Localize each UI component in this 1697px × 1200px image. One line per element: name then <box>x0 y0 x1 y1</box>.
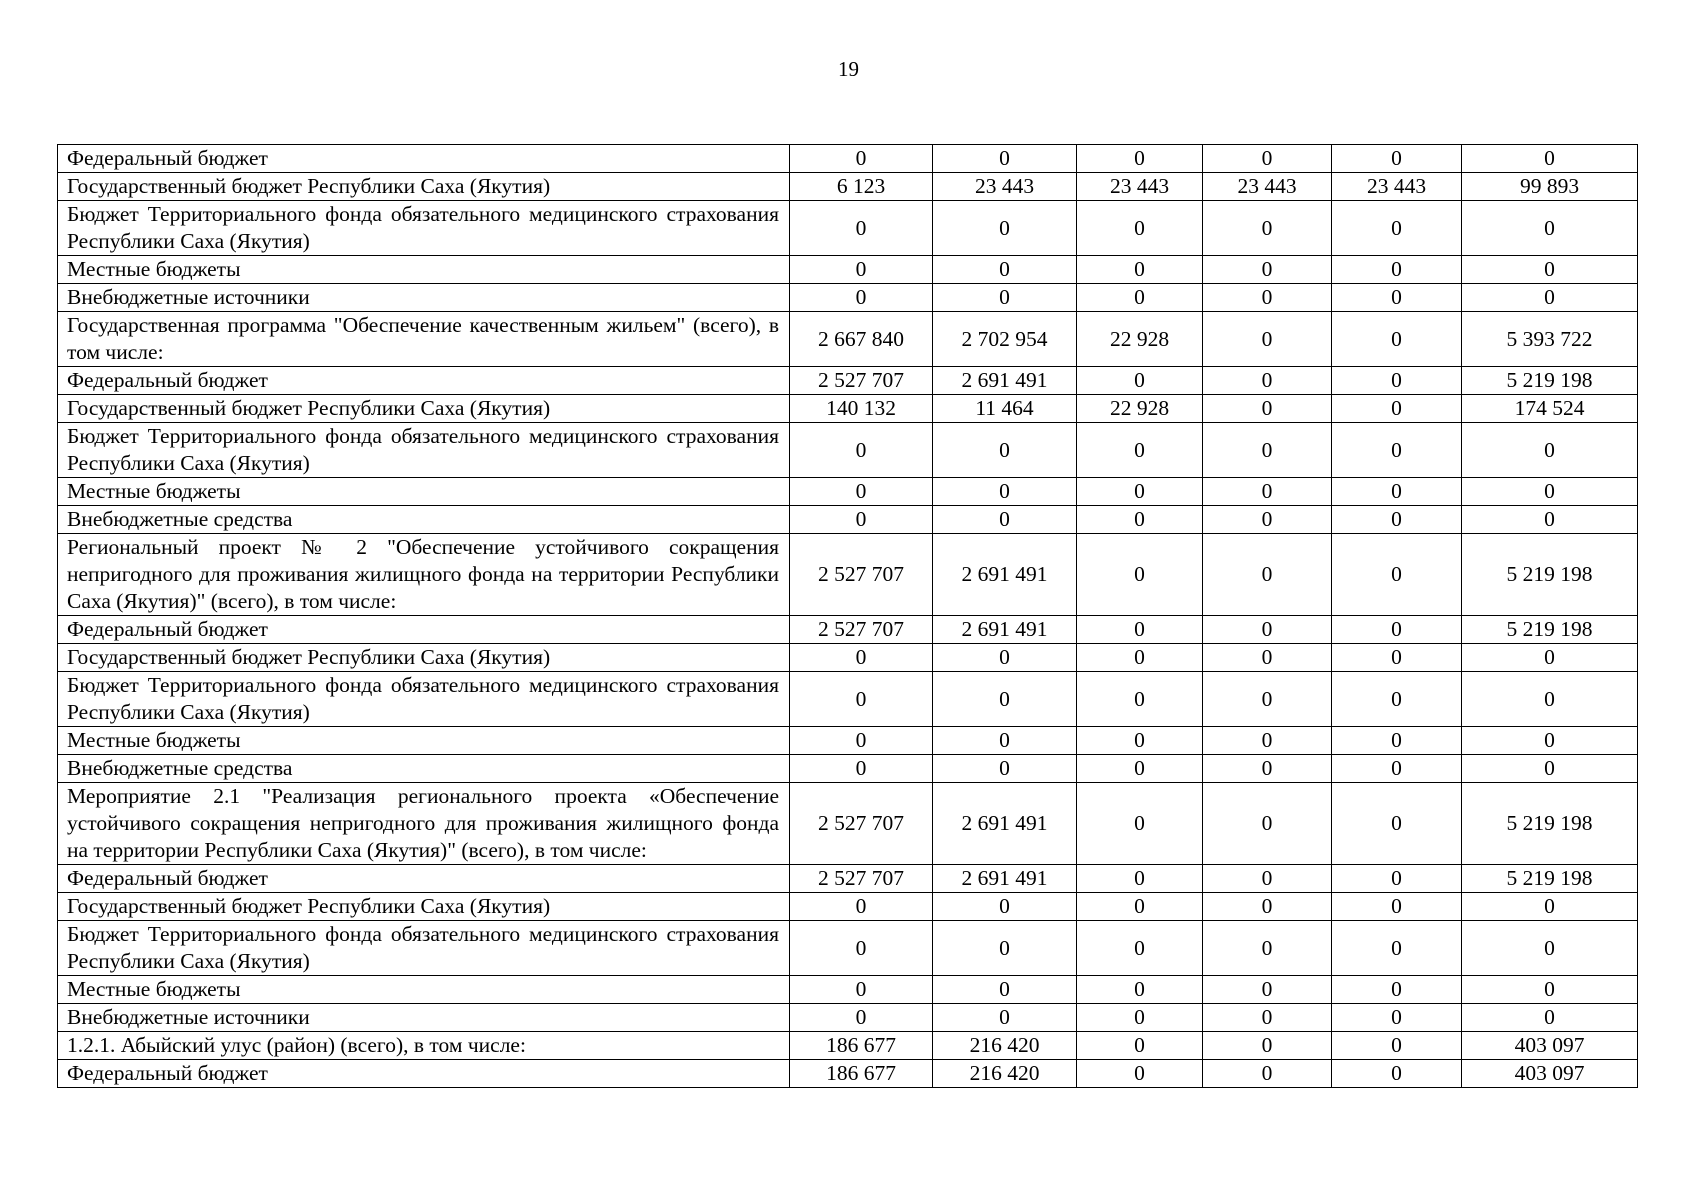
value-cell: 0 <box>1332 395 1462 423</box>
value-cell: 0 <box>933 921 1077 976</box>
value-cell: 0 <box>1203 1004 1332 1032</box>
value-cell: 0 <box>790 976 933 1004</box>
table-row <box>58 727 1638 755</box>
value-cell: 0 <box>1203 1032 1332 1060</box>
value-cell: 0 <box>1203 506 1332 534</box>
value-cell: 0 <box>1203 783 1332 865</box>
page-number: 19 <box>838 57 859 81</box>
table-row <box>58 976 1638 1004</box>
value-cell: 0 <box>1203 1060 1332 1088</box>
value-cell: 5 219 198 <box>1462 865 1638 893</box>
table-row <box>58 256 1638 284</box>
value-cell: 23 443 <box>1203 173 1332 201</box>
value-cell: 174 524 <box>1462 395 1638 423</box>
value-cell: 0 <box>1077 201 1203 256</box>
row-label: Государственный бюджет Республики Саха (Якутия) <box>58 173 790 201</box>
table-row <box>58 478 1638 506</box>
value-cell: 0 <box>933 201 1077 256</box>
value-cell: 0 <box>1462 478 1638 506</box>
row-label: Федеральный бюджет <box>58 1060 790 1088</box>
value-cell: 5 219 198 <box>1462 367 1638 395</box>
value-cell: 2 691 491 <box>933 616 1077 644</box>
table-row <box>58 201 1638 256</box>
row-label: Государственный бюджет Республики Саха (Якутия) <box>58 395 790 423</box>
value-cell: 0 <box>933 506 1077 534</box>
value-cell: 2 691 491 <box>933 367 1077 395</box>
value-cell: 0 <box>1203 395 1332 423</box>
table-row <box>58 921 1638 976</box>
value-cell: 0 <box>1462 727 1638 755</box>
value-cell: 0 <box>1203 423 1332 478</box>
row-label: Федеральный бюджет <box>58 367 790 395</box>
value-cell: 140 132 <box>790 395 933 423</box>
row-label: Внебюджетные средства <box>58 755 790 783</box>
row-label: Бюджет Территориального фонда обязательного медицинского страхования Республики Саха (Якутия) <box>58 921 790 976</box>
table-row <box>58 644 1638 672</box>
value-cell: 0 <box>933 672 1077 727</box>
value-cell: 0 <box>1077 284 1203 312</box>
value-cell: 0 <box>1077 644 1203 672</box>
value-cell: 0 <box>1462 145 1638 173</box>
value-cell: 0 <box>1203 921 1332 976</box>
row-label: Местные бюджеты <box>58 478 790 506</box>
value-cell: 0 <box>1332 755 1462 783</box>
table-row <box>58 616 1638 644</box>
value-cell: 0 <box>1077 783 1203 865</box>
row-label: Государственный бюджет Республики Саха (Якутия) <box>58 893 790 921</box>
table-row <box>58 755 1638 783</box>
value-cell: 0 <box>790 506 933 534</box>
value-cell: 0 <box>1203 284 1332 312</box>
value-cell: 2 527 707 <box>790 616 933 644</box>
value-cell: 0 <box>1332 478 1462 506</box>
row-label: Местные бюджеты <box>58 256 790 284</box>
value-cell: 5 393 722 <box>1462 312 1638 367</box>
value-cell: 0 <box>1203 534 1332 616</box>
value-cell: 0 <box>1077 1032 1203 1060</box>
value-cell: 6 123 <box>790 173 933 201</box>
row-label: Федеральный бюджет <box>58 865 790 893</box>
value-cell: 0 <box>1332 201 1462 256</box>
row-label: Местные бюджеты <box>58 976 790 1004</box>
value-cell: 0 <box>1203 893 1332 921</box>
value-cell: 0 <box>933 755 1077 783</box>
value-cell: 0 <box>1332 367 1462 395</box>
row-label: Местные бюджеты <box>58 727 790 755</box>
value-cell: 2 527 707 <box>790 865 933 893</box>
row-label: 1.2.1. Абыйский улус (район) (всего), в том числе: <box>58 1032 790 1060</box>
value-cell: 0 <box>1203 201 1332 256</box>
table-row <box>58 1060 1638 1088</box>
value-cell: 0 <box>1077 893 1203 921</box>
value-cell: 2 702 954 <box>933 312 1077 367</box>
value-cell: 0 <box>1203 976 1332 1004</box>
row-label: Бюджет Территориального фонда обязательного медицинского страхования Республики Саха (Якутия) <box>58 672 790 727</box>
value-cell: 0 <box>1203 755 1332 783</box>
value-cell: 11 464 <box>933 395 1077 423</box>
value-cell: 0 <box>1203 312 1332 367</box>
value-cell: 0 <box>790 727 933 755</box>
table-row <box>58 506 1638 534</box>
value-cell: 0 <box>1462 976 1638 1004</box>
table-row <box>58 423 1638 478</box>
row-label: Федеральный бюджет <box>58 145 790 173</box>
value-cell: 0 <box>1077 423 1203 478</box>
value-cell: 0 <box>933 145 1077 173</box>
value-cell: 0 <box>1462 921 1638 976</box>
value-cell: 0 <box>1077 727 1203 755</box>
value-cell: 0 <box>790 893 933 921</box>
value-cell: 0 <box>1077 534 1203 616</box>
value-cell: 2 527 707 <box>790 783 933 865</box>
value-cell: 0 <box>1203 644 1332 672</box>
value-cell: 0 <box>790 423 933 478</box>
value-cell: 0 <box>1077 921 1203 976</box>
value-cell: 0 <box>1077 256 1203 284</box>
table-row <box>58 284 1638 312</box>
table-row <box>58 312 1638 367</box>
value-cell: 0 <box>1332 865 1462 893</box>
table-row <box>58 1004 1638 1032</box>
value-cell: 0 <box>933 423 1077 478</box>
value-cell: 0 <box>790 478 933 506</box>
value-cell: 0 <box>1332 506 1462 534</box>
value-cell: 186 677 <box>790 1032 933 1060</box>
table-row <box>58 783 1638 865</box>
value-cell: 2 667 840 <box>790 312 933 367</box>
value-cell: 403 097 <box>1462 1060 1638 1088</box>
row-label: Внебюджетные источники <box>58 1004 790 1032</box>
value-cell: 0 <box>1332 893 1462 921</box>
value-cell: 0 <box>1203 672 1332 727</box>
value-cell: 2 527 707 <box>790 367 933 395</box>
value-cell: 23 443 <box>933 173 1077 201</box>
value-cell: 0 <box>1203 145 1332 173</box>
value-cell: 99 893 <box>1462 173 1638 201</box>
budget-table <box>57 144 1638 1088</box>
value-cell: 0 <box>1332 783 1462 865</box>
value-cell: 5 219 198 <box>1462 534 1638 616</box>
table-row <box>58 395 1638 423</box>
table-row <box>58 145 1638 173</box>
value-cell: 0 <box>790 201 933 256</box>
value-cell: 0 <box>1332 534 1462 616</box>
value-cell: 0 <box>1077 672 1203 727</box>
value-cell: 0 <box>1462 506 1638 534</box>
value-cell: 0 <box>1462 256 1638 284</box>
table-row <box>58 367 1638 395</box>
value-cell: 0 <box>1332 727 1462 755</box>
value-cell: 0 <box>1462 644 1638 672</box>
value-cell: 0 <box>790 644 933 672</box>
value-cell: 2 691 491 <box>933 783 1077 865</box>
value-cell: 0 <box>1462 672 1638 727</box>
value-cell: 0 <box>1203 727 1332 755</box>
value-cell: 0 <box>1077 478 1203 506</box>
value-cell: 0 <box>1462 284 1638 312</box>
row-label: Мероприятие 2.1 "Реализация регионального проекта «Обеспечение устойчивого сокращения непригодного для проживания жилищного фонда на территории Республики Саха (Якутия)" (всего), в том числе: <box>58 783 790 865</box>
value-cell: 0 <box>1077 616 1203 644</box>
value-cell: 0 <box>1332 976 1462 1004</box>
value-cell: 0 <box>790 921 933 976</box>
value-cell: 2 691 491 <box>933 865 1077 893</box>
value-cell: 0 <box>933 478 1077 506</box>
row-label: Бюджет Территориального фонда обязательного медицинского страхования Республики Саха (Якутия) <box>58 201 790 256</box>
value-cell: 0 <box>1332 644 1462 672</box>
value-cell: 0 <box>1077 506 1203 534</box>
value-cell: 0 <box>1332 921 1462 976</box>
row-label: Внебюджетные средства <box>58 506 790 534</box>
table-row <box>58 865 1638 893</box>
value-cell: 0 <box>933 976 1077 1004</box>
value-cell: 23 443 <box>1077 173 1203 201</box>
row-label: Бюджет Территориального фонда обязательного медицинского страхования Республики Саха (Якутия) <box>58 423 790 478</box>
value-cell: 0 <box>933 644 1077 672</box>
table-row <box>58 893 1638 921</box>
value-cell: 0 <box>790 1004 933 1032</box>
table-row <box>58 534 1638 616</box>
value-cell: 0 <box>1462 1004 1638 1032</box>
value-cell: 0 <box>1462 893 1638 921</box>
value-cell: 0 <box>933 256 1077 284</box>
value-cell: 0 <box>1203 616 1332 644</box>
value-cell: 0 <box>790 256 933 284</box>
value-cell: 0 <box>1332 672 1462 727</box>
value-cell: 0 <box>790 145 933 173</box>
value-cell: 0 <box>1203 478 1332 506</box>
value-cell: 0 <box>933 893 1077 921</box>
value-cell: 216 420 <box>933 1032 1077 1060</box>
value-cell: 186 677 <box>790 1060 933 1088</box>
value-cell: 5 219 198 <box>1462 783 1638 865</box>
value-cell: 0 <box>1077 145 1203 173</box>
value-cell: 0 <box>1203 865 1332 893</box>
value-cell: 0 <box>790 284 933 312</box>
row-label: Государственный бюджет Республики Саха (Якутия) <box>58 644 790 672</box>
value-cell: 0 <box>1332 312 1462 367</box>
value-cell: 0 <box>1332 616 1462 644</box>
value-cell: 2 527 707 <box>790 534 933 616</box>
value-cell: 22 928 <box>1077 312 1203 367</box>
value-cell: 0 <box>1332 423 1462 478</box>
row-label: Региональный проект № 2 "Обеспечение устойчивого сокращения непригодного для проживания жилищного фонда на территории Республики Саха (Якутия)" (всего), в том числе: <box>58 534 790 616</box>
budget-table-body <box>58 145 1638 1088</box>
value-cell: 0 <box>1203 256 1332 284</box>
value-cell: 0 <box>1462 201 1638 256</box>
table-row <box>58 1032 1638 1060</box>
value-cell: 0 <box>1077 755 1203 783</box>
value-cell: 0 <box>1077 865 1203 893</box>
value-cell: 216 420 <box>933 1060 1077 1088</box>
value-cell: 22 928 <box>1077 395 1203 423</box>
row-label: Федеральный бюджет <box>58 616 790 644</box>
value-cell: 0 <box>1332 284 1462 312</box>
value-cell: 0 <box>790 672 933 727</box>
value-cell: 0 <box>1077 1060 1203 1088</box>
value-cell: 0 <box>790 755 933 783</box>
value-cell: 0 <box>1077 367 1203 395</box>
value-cell: 0 <box>1332 256 1462 284</box>
value-cell: 403 097 <box>1462 1032 1638 1060</box>
value-cell: 0 <box>1077 976 1203 1004</box>
value-cell: 0 <box>1332 1060 1462 1088</box>
value-cell: 0 <box>1203 367 1332 395</box>
table-row <box>58 672 1638 727</box>
value-cell: 0 <box>933 727 1077 755</box>
value-cell: 0 <box>1332 145 1462 173</box>
table-row <box>58 173 1638 201</box>
row-label: Внебюджетные источники <box>58 284 790 312</box>
row-label: Государственная программа "Обеспечение качественным жильем" (всего), в том числе: <box>58 312 790 367</box>
value-cell: 0 <box>933 1004 1077 1032</box>
value-cell: 5 219 198 <box>1462 616 1638 644</box>
value-cell: 0 <box>933 284 1077 312</box>
value-cell: 0 <box>1332 1004 1462 1032</box>
value-cell: 23 443 <box>1332 173 1462 201</box>
value-cell: 0 <box>1332 1032 1462 1060</box>
value-cell: 0 <box>1077 1004 1203 1032</box>
value-cell: 0 <box>1462 755 1638 783</box>
value-cell: 0 <box>1462 423 1638 478</box>
value-cell: 2 691 491 <box>933 534 1077 616</box>
